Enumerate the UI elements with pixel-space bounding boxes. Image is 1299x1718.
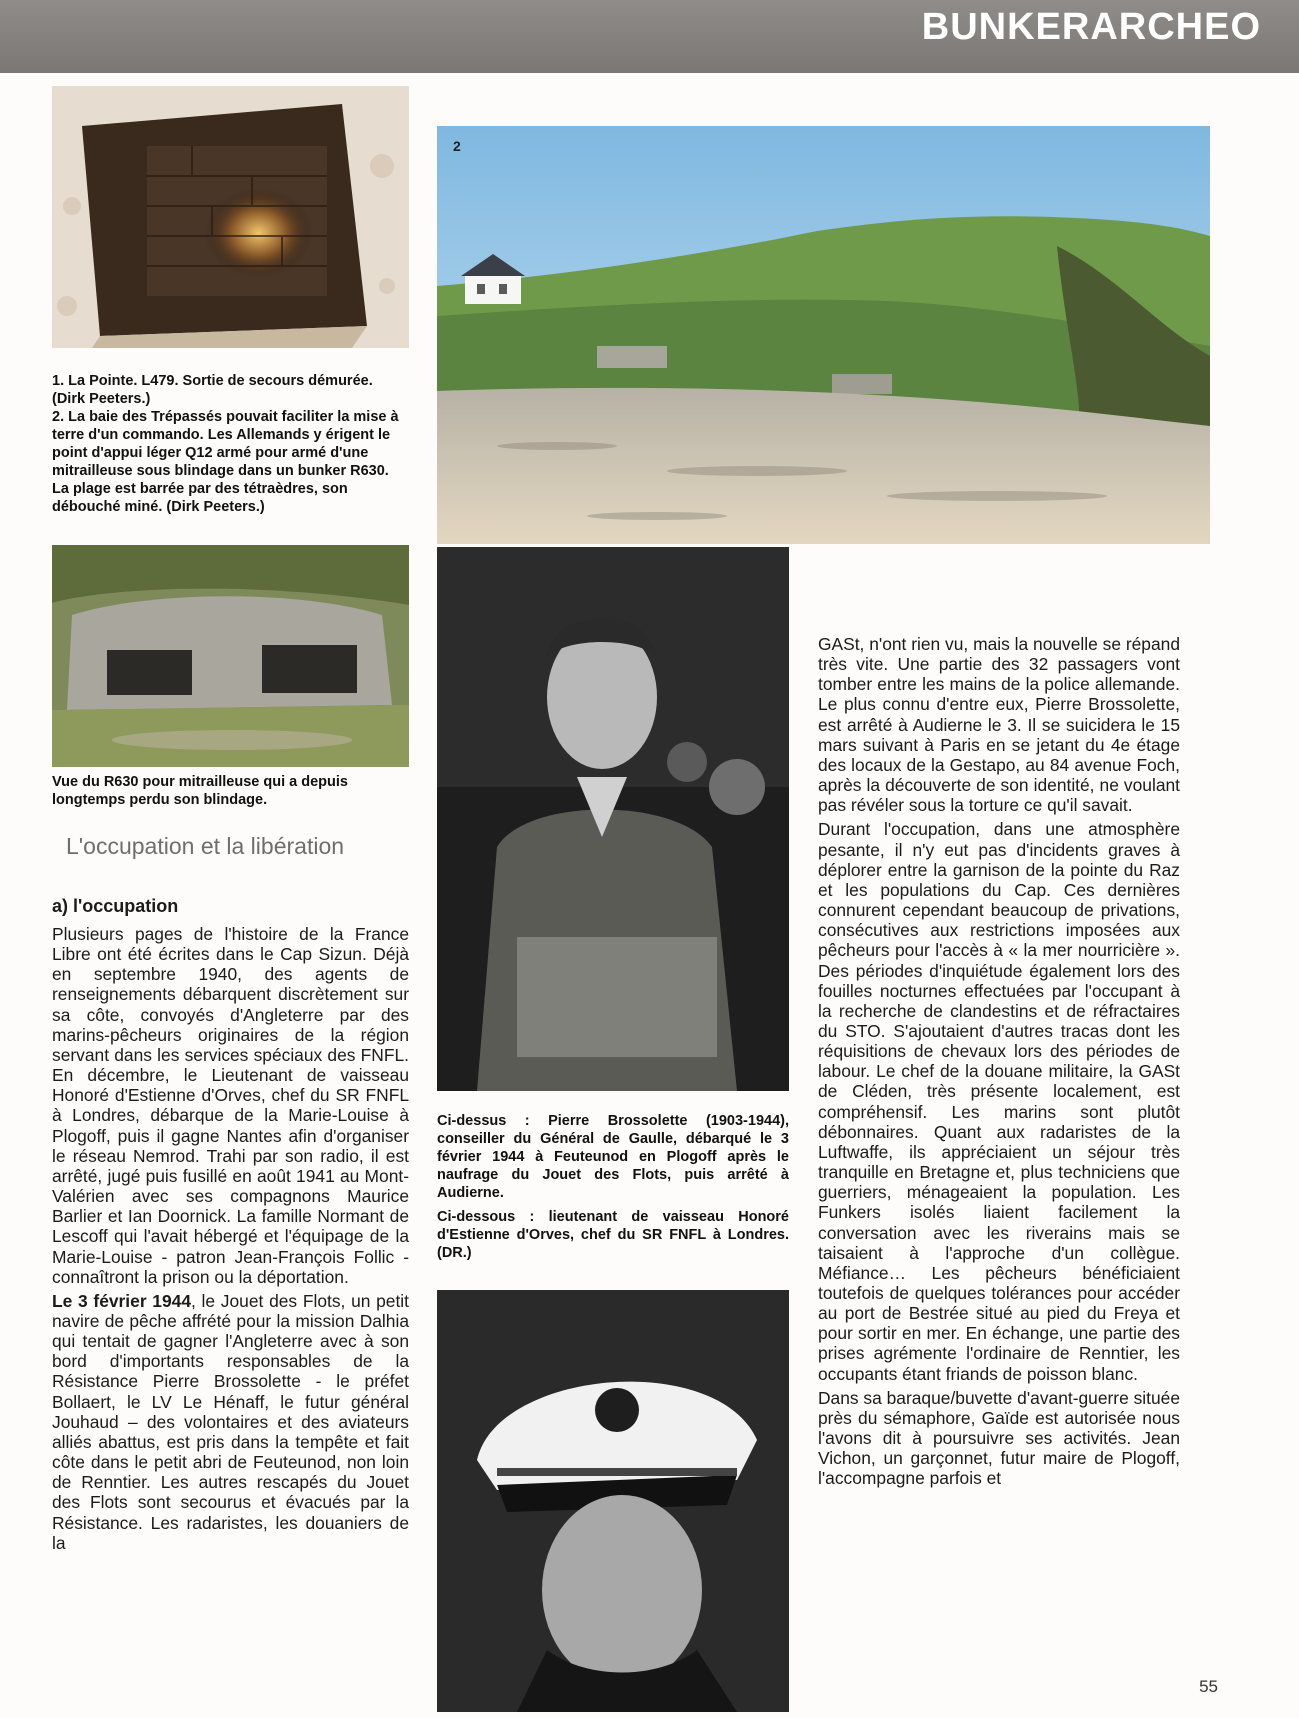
photo-brossolette-illustration — [437, 547, 789, 1091]
photo-beach — [437, 126, 1210, 544]
caption-2: 2. La baie des Trépassés pouvait faciliter la mise à terre d'un commando. Les Allemands y érigent le point d'appui léger Q12 armé pour armé d'une mitrailleuse sous blindage dans un bunker R630. La plage est barrée par des tétraèdres, son débouché miné. (Dirk Peeters.) — [52, 409, 399, 515]
paragraph-right-3: Dans sa baraque/buvette d'avant-guerre située près du sémaphore, Gaïde est autorisée nous l'avons dit à poursuivre ses activités. Jean Vichon, un garçonnet, futur maire de Plogoff, l'accompagne parfois et — [818, 1387, 1180, 1489]
photo-emergency-exit-illustration — [52, 86, 409, 348]
brand-title: BUNKERARCHEO — [921, 6, 1261, 48]
photo-dorves-illustration — [437, 1290, 789, 1712]
caption-above: Ci-dessus : Pierre Brossolette (1903-1944), conseiller du Général de Gaulle, débarqué le 3 février 1944 à Feuteunod en Plogoff après le naufrage du Jouet des Flots, puis arrêté à Audierne. — [437, 1113, 789, 1201]
photo-r630-bunker — [52, 545, 409, 767]
photo-emergency-exit — [52, 86, 409, 348]
caption-1: 1. La Pointe. L479. Sortie de secours démurée. (Dirk Peeters.) — [52, 373, 373, 407]
section-title: L'occupation et la libération — [66, 833, 345, 859]
column-right — [818, 634, 1180, 1489]
photo-estienne-dorves — [437, 1290, 789, 1712]
photo-r630-illustration — [52, 545, 409, 767]
caption-photos-1-2 — [52, 372, 409, 516]
paragraph-left-2 — [52, 1291, 409, 1553]
photo-beach-illustration — [437, 126, 1210, 544]
paragraph-left-2-lead: Le 3 février 1944 — [52, 1290, 191, 1311]
header-bar — [0, 0, 1299, 73]
photo-pierre-brossolette — [437, 547, 789, 1091]
paragraph-right-2: Durant l'occupation, dans une atmosphère pesante, il n'y eut pas d'incidents graves à déplorer entre la garnison de la pointe du Raz et les populations du Cap. Ces dernières connurent cependant beaucoup de privations, consécutives aux restrictions imposées aux pêcheurs pour l'accès à « la mer nourricière ». Des périodes d'inquiétude également lors des fouilles nocturnes effectuées par l'occupant à la recherche de clandestins et de réfractaires du STO. S'ajoutaient d'autres tracas dont les réquisitions de chevaux lors des périodes de labour. Le chef de la douane militaire, la GASt de Cléden, très présente localement, est compréhensif. Les marins sont plutôt débonnaires. Quant aux radaristes de la Luftwaffe, ils appréciaient un séjour très tranquille en Bretagne et, plus techniciens que guerriers, ménageaient la population. Les Funkers isolés liaient facilement la conversation avec les riverains mais se taisaient à l'approche d'un collègue. Méfiance… Les pêcheurs bénéficiaient toutefois de quelques tolérances pour accéder au port de Bestrée situé au pied du Freya et pour sortir en mer. En échange, une partie des prises agrémente l'ordinaire de Renntier, les occupants étant friands de poisson blanc. — [818, 819, 1180, 1384]
paragraph-left-2-rest: , le Jouet des Flots, un petit navire de pêche affrété pour la mission Dalhia qui tentait de gagner l'Angleterre avec à son bord d'importants responsables de la Résistance Pierre Brossolette - le préfet Bollaert, le LV Le Hénaff, le futur général Jouhaud – des volontaires et des aviateurs alliés abattus, est pris dans la tempête et fait côte dans le petit abri de Feuteunod, non loin de Renntier. Les autres rescapés du Jouet des Flots sont secourus et évacués par la Résistance. Les radaristes, les douaniers de la — [52, 1290, 410, 1553]
caption-below: Ci-dessous : lieutenant de vaisseau Honoré d'Estienne d'Orves, chef du SR FNFL à Londres. (DR.) — [437, 1209, 789, 1261]
caption-r630: Vue du R630 pour mitrailleuse qui a depuis longtemps perdu son blindage. — [52, 774, 348, 808]
subheading-occupation: a) l'occupation — [52, 896, 179, 916]
column-left — [52, 924, 409, 1553]
caption-portraits — [437, 1112, 789, 1262]
photo-number-2: 2 — [453, 138, 461, 154]
page-number: 55 — [1199, 1677, 1218, 1696]
paragraph-right-1: GASt, n'ont rien vu, mais la nouvelle se répand très vite. Une partie des 32 passagers vont tomber entre les mains de la police allemande. Le plus connu d'entre eux, Pierre Brossolette, est arrêté à Audierne le 3. Il se suicidera le 15 mars suivant à Paris en se jetant du 4e étage des locaux de la Gestapo, au 84 avenue Foch, après la découverte de son identité, ne voulant pas révéler sous la torture ce qu'il savait. — [818, 634, 1180, 816]
paragraph-left-1: Plusieurs pages de l'histoire de la France Libre ont été écrites dans le Cap Sizun. Déjà en septembre 1940, des agents de renseignements débarquent discrètement sur sa côte, convoyés d'Angleterre par des marins-pêcheurs originaires de la région servant dans les services spéciaux des FNFL. En décembre, le Lieutenant de vaisseau Honoré d'Estienne d'Orves, chef du SR FNFL à Londres, débarque de la Marie-Louise à Plogoff, puis il gagne Nantes afin d'organiser le réseau Nemrod. Trahi par son radio, il est arrêté, jugé puis fusillé en août 1941 au Mont-Valérien avec ses compagnons Maurice Barlier et Ian Doornick. La famille Normant de Lescoff qui l'avait hébergé et l'équipage de la Marie-Louise - patron Jean-François Follic - connaîtront la prison ou la déportation. — [52, 924, 409, 1287]
